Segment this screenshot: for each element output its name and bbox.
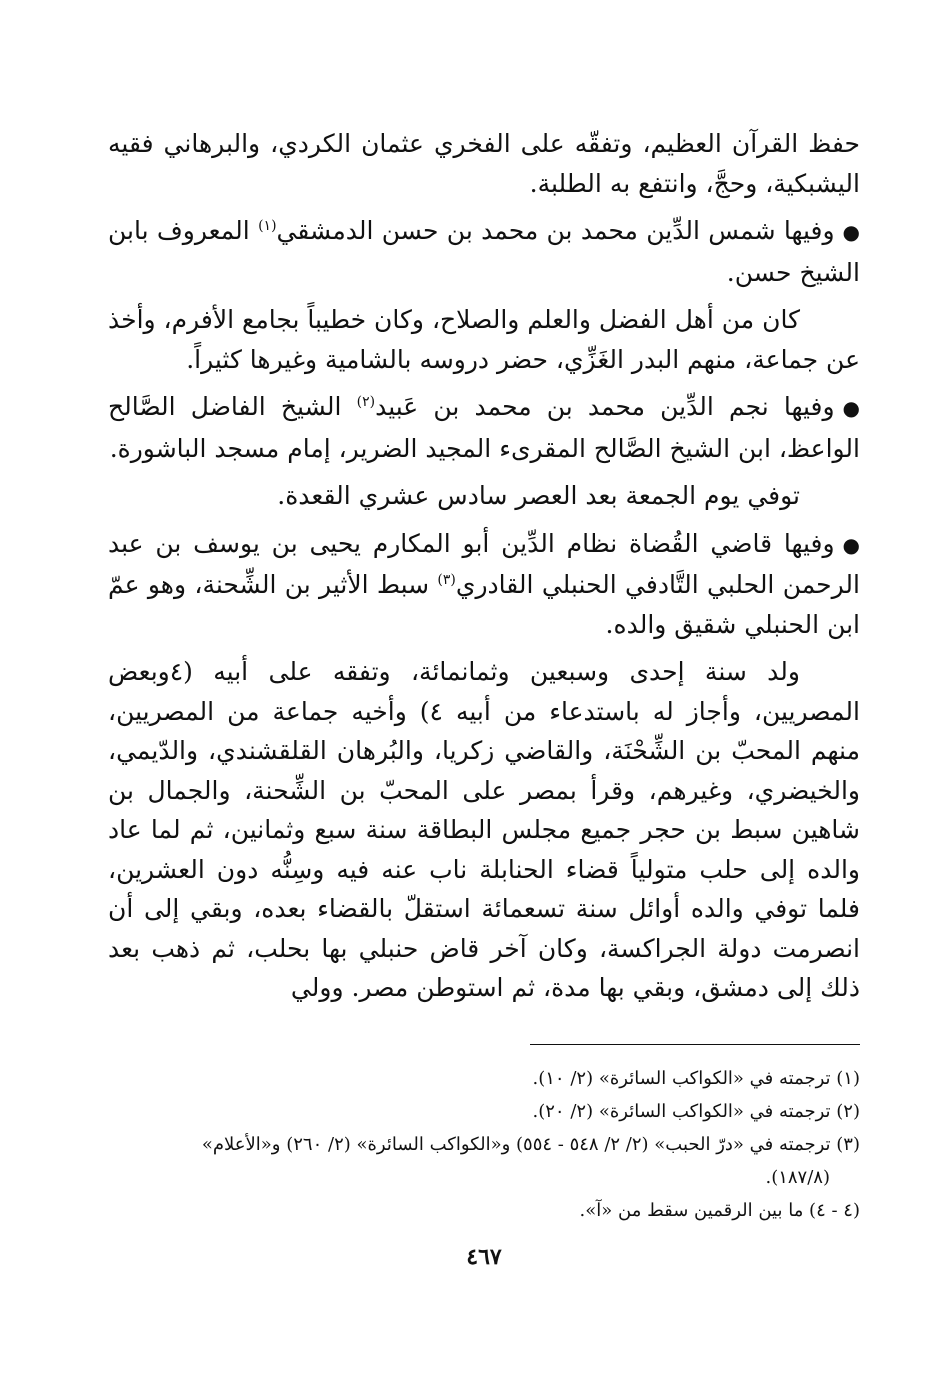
main-text bbox=[108, 124, 860, 1008]
footnote-continuation: (١٨٧/٨). bbox=[765, 1167, 830, 1188]
entry-text: المعروف بابن الشيخ حسن. bbox=[108, 216, 860, 287]
footnote: (٤ - ٤) ما بين الرقمين سقط من «آ». bbox=[579, 1200, 860, 1221]
footnote: (٣) ترجمته في «درّ الحبب» (٢/ ٢/ ٥٤٨ - ٥٥٤) و«الكواكب السائرة» (٢/ ٢٦٠) و«الأعلام» bbox=[201, 1134, 860, 1155]
paragraph: ولد سنة إحدى وسبعين وثمانمائة، وتفقه على أبيه (٤وبعض المصريين، وأجاز له باستدعاء من أبيه ٤) وأخيه جماعة من المصريين، منهم المحبّ بن الشِّحْنَة، والقاضي زكريا، والبُرهان القلقشندي، والدّيمي، والخيضري، وغيرهم، وقرأ بمصر على المحبّ بن الشِّحنة، والجمال بن شاهين سبط بن حجر جميع مجلس البطاقة سنة سبع وثمانين، ثم لما عاد والده إلى حلب متولياً قضاء الحنابلة ناب عنه فيه وسِنُّه دون العشرين، فلما توفي والده أوائل سنة تسعمائة استقلّ بالقضاء بعده، وبقي إلى أن انصرمت دولة الجراكسة، وكان آخر قاض حنبلي بها بحلب، ثم ذهب بعد ذلك إلى دمشق، وبقي بها مدة، ثم استوطن مصر. وولي bbox=[108, 657, 860, 1002]
bullet-entry bbox=[108, 387, 860, 468]
bullet-entry bbox=[108, 211, 860, 292]
footnote-separator bbox=[530, 1044, 860, 1045]
page-number: ٤٦٧ bbox=[466, 1244, 502, 1270]
paragraph: حفظ القرآن العظيم، وتفقّه على الفخري عثمان الكردي، والبرهاني فقيه اليشبكية، وحجَّ، وانتفع به الطلبة. bbox=[108, 129, 860, 198]
footnotes bbox=[108, 1062, 860, 1227]
footnote-ref: (٢) bbox=[356, 394, 376, 410]
entry-text: وفيها شمس الدِّين محمد بن محمد بن حسن الدمشقي bbox=[276, 216, 835, 245]
bullet-icon: ● bbox=[842, 396, 860, 420]
footnote: (١) ترجمته في «الكواكب السائرة» (٢/ ١٠). bbox=[532, 1068, 860, 1089]
entry-text: سبط الأثير بن الشِّحنة، وهو عمّ ابن الحنبلي شقيق والده. bbox=[108, 570, 860, 639]
footnote-ref: (٣) bbox=[437, 572, 456, 588]
footnote: (٢) ترجمته في «الكواكب السائرة» (٢/ ٢٠). bbox=[532, 1101, 860, 1122]
paragraph: كان من أهل الفضل والعلم والصلاح، وكان خطيباً بجامع الأفرم، وأخذ عن جماعة، منهم البدر الغَزِّي، حضر دروسه بالشامية وغيرها كثيراً. bbox=[108, 305, 860, 374]
document-page bbox=[108, 124, 860, 1270]
bullet-icon: ● bbox=[842, 220, 860, 244]
bullet-entry bbox=[108, 524, 860, 645]
entry-text: وفيها نجم الدِّين محمد بن محمد بن عَبيد bbox=[375, 392, 835, 421]
bullet-icon: ● bbox=[842, 532, 860, 557]
footnote-ref: (١) bbox=[258, 218, 277, 234]
paragraph: توفي يوم الجمعة بعد العصر سادس عشري القعدة. bbox=[277, 481, 800, 510]
entry-text: وفيها قاضي القُضاة نظام الدِّين أبو المكارم يحيى بن يوسف بن عبد الرحمن الحلبي التَّادفي الحنبلي القادري bbox=[108, 528, 860, 599]
entry-text: الشيخ الفاضل الصَّالح الواعظ، ابن الشيخ الصَّالح المقرىء المجيد الضرير، إمام مسجد الباشورة. bbox=[108, 392, 860, 463]
